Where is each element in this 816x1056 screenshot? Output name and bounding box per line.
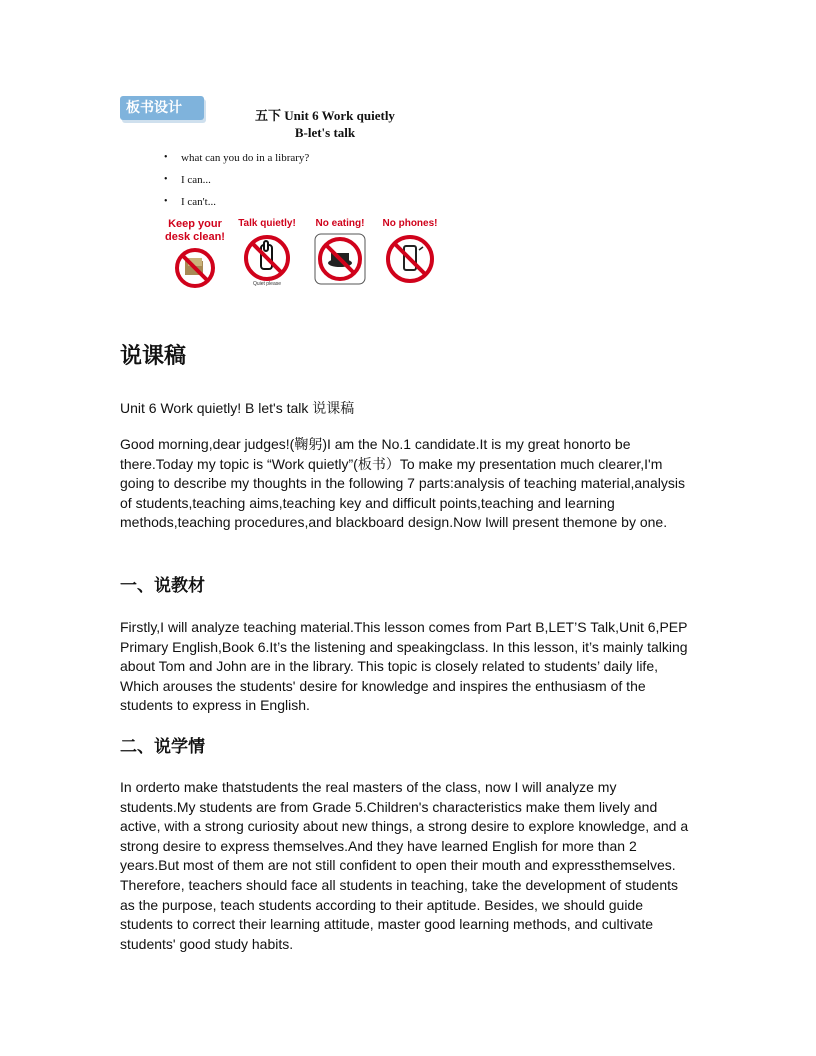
sign-keep-desk-clean — [158, 218, 232, 289]
sign-talk-quietly — [230, 218, 304, 287]
sign-caption: Talk quietly! — [238, 218, 296, 229]
subtitle: Unit 6 Work quietly! B let's talk 说课稿 — [120, 400, 355, 416]
sign-no-phones — [373, 218, 447, 285]
material-paragraph: Firstly,I will analyze teaching material.This lesson comes from Part B,LET’S Talk,Unit 6,PEP Primary English,Book 6.It’s the listening and speakingclass. In this lesson, it’s mainly talking about Tom and John are in the library. This topic is closely related to students’ daily life, Which arouses the students' desire for knowledge and inspires the enthusiasm of the students to express in English. — [120, 619, 688, 714]
intro-paragraph: Good morning,dear judges!(鞠躬)I am the No.1 candidate.It is my great honorto be there.Today my topic is “Work quietly”(板书）To make my presentation much clearer,I'm going to describe my thoughts in the following 7 parts:analysis of teaching material,analysis of students,teaching aims,teaching key and difficult points,teaching and learning methods,teaching procedures,and blackboard design.Now Iwill present themone by one. — [120, 436, 685, 531]
sign-caption: No phones! — [382, 218, 438, 229]
board-title-line1: 五下 Unit 6 Work quietly — [255, 108, 395, 123]
board-design-title — [230, 107, 420, 141]
board-title-line2: B-let's talk — [294, 125, 356, 140]
board-design-tag: 板书设计 — [120, 96, 204, 120]
no-eating-icon — [314, 233, 366, 285]
document-title: 说课稿 — [120, 344, 187, 369]
quiet-finger-icon — [242, 233, 292, 283]
section-heading-material: 一、说教材 — [120, 576, 205, 596]
list-item: • I can... — [164, 169, 309, 191]
students-paragraph: In orderto make thatstudents the real masters of the class, now I will analyze my students.My students are from Grade 5.Children's characteristics make them lively and active, with a strong curiosity about new things, a strong desire to explore knowledge, and a strong desire to express themselves.And they have learned English for more than 2 years.But most of them are not still confident to open their mouth and expressthemselves. Therefore, teachers should face all students in teaching, take the development of students as the purpose, teach students according to their aptitude. Besides, we should guide students to correct their learning attitude, master good learning methods, and cultivate students' good study habits. — [120, 779, 689, 952]
sign-subcaption: Quiet please — [252, 281, 282, 287]
section-heading-students: 二、说学情 — [120, 737, 205, 757]
list-item: • what can you do in a library? — [164, 147, 309, 169]
sign-caption: No eating! — [315, 218, 365, 229]
board-bullet-list — [164, 147, 309, 213]
sign-no-eating — [303, 218, 377, 285]
no-phones-icon — [384, 233, 436, 285]
list-item: • I can't... — [164, 191, 309, 213]
messy-desk-prohibited-icon — [174, 247, 216, 289]
sign-caption: Keep your desk clean! — [165, 218, 225, 243]
